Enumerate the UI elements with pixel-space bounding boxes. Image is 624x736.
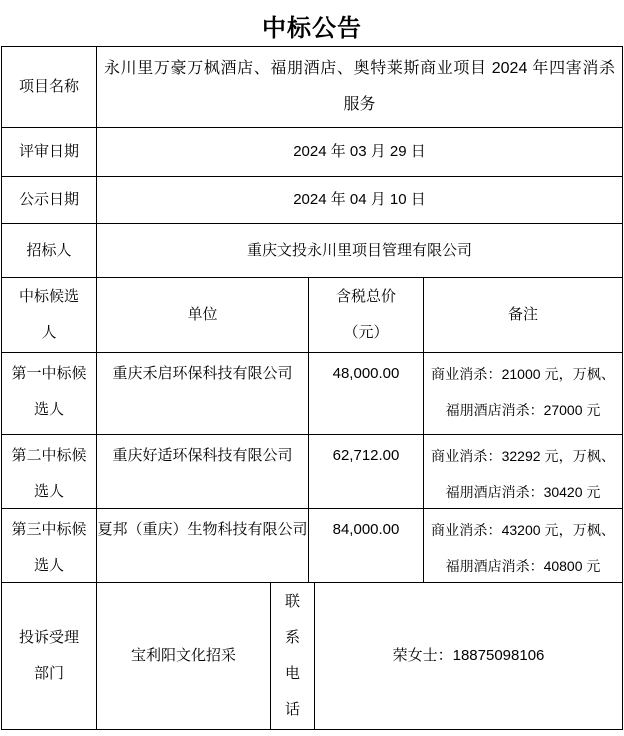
tenderer-value: 重庆文投永川里项目管理有限公司 xyxy=(246,241,472,259)
candidate-3-remark-line1: 商业消杀：43200 元，万枫、 xyxy=(431,522,615,538)
complaint-dept-label-line2: 部门 xyxy=(33,665,64,682)
contact-phone-label xyxy=(271,583,315,729)
contact-phone-label-char1: 联 xyxy=(284,593,300,610)
candidates-header-label xyxy=(2,278,97,352)
candidate-2-remark xyxy=(424,435,622,508)
candidate-3-remark-line2: 福朋酒店消杀：40800 元 xyxy=(445,558,601,574)
page-title: 中标公告 xyxy=(262,14,362,42)
project-name-line1: 永川里万豪万枫酒店、福朋酒店、奥特莱斯商业项目 2024 年四害消杀 xyxy=(104,60,615,77)
complaint-dept-value: 宝利阳文化招采 xyxy=(97,583,271,729)
candidate-3-rank-line1: 第三中标候 xyxy=(11,521,87,538)
candidate-1-rank-line1: 第一中标候 xyxy=(11,365,87,382)
row-review-date xyxy=(2,128,622,177)
candidate-3-remark xyxy=(424,509,622,582)
candidate-2-remark-line2: 福朋酒店消杀：30420 元 xyxy=(445,484,601,500)
candidate-1-price: 48,000.00 xyxy=(309,353,424,434)
candidates-header-label-line2: 人 xyxy=(41,324,57,341)
candidate-1-remark xyxy=(424,353,622,434)
candidate-3-company: 夏邦（重庆）生物科技有限公司 xyxy=(97,509,309,582)
candidate-2-remark-line1: 商业消杀：32292 元，万枫、 xyxy=(431,448,615,464)
announcement-table xyxy=(1,46,623,730)
row-candidates-header xyxy=(2,278,622,353)
project-name-line2: 服务 xyxy=(343,96,376,113)
candidate-3-rank-line2: 选人 xyxy=(33,557,64,574)
row-project-name xyxy=(2,47,622,128)
row-candidate-2 xyxy=(2,435,622,509)
candidate-2-company: 重庆好适环保科技有限公司 xyxy=(97,435,309,508)
row-complaint xyxy=(2,583,622,729)
row-candidate-1 xyxy=(2,353,622,435)
candidate-2-rank xyxy=(2,435,97,508)
complaint-dept-label xyxy=(2,583,97,729)
project-name-value xyxy=(97,47,622,127)
candidates-header-label-line1: 中标候选 xyxy=(18,288,79,305)
column-header-remark: 备注 xyxy=(507,306,538,323)
contact-phone-value: 荣女士：18875098106 xyxy=(392,647,545,664)
column-header-price xyxy=(309,278,424,352)
announce-date-label: 公示日期 xyxy=(2,177,97,223)
candidate-3-rank xyxy=(2,509,97,582)
contact-phone-label-char2: 系 xyxy=(284,629,300,646)
announce-date-value: 2024 年 04 月 10 日 xyxy=(293,191,426,208)
row-tenderer xyxy=(2,224,622,278)
complaint-dept-label-line1: 投诉受理 xyxy=(18,629,79,646)
column-header-price-line1: 含税总价 xyxy=(335,288,396,305)
project-name-label: 项目名称 xyxy=(2,47,97,127)
candidate-2-rank-line2: 选人 xyxy=(33,483,64,500)
contact-phone-label-char4: 话 xyxy=(284,701,300,718)
candidate-2-price: 62,712.00 xyxy=(309,435,424,508)
tenderer-label: 招标人 xyxy=(2,224,97,277)
column-header-unit: 单位 xyxy=(97,278,309,352)
candidate-1-rank-line2: 选人 xyxy=(33,401,64,418)
row-candidate-3 xyxy=(2,509,622,583)
row-announce-date xyxy=(2,177,622,224)
candidate-2-rank-line1: 第二中标候 xyxy=(11,447,87,464)
candidate-1-rank xyxy=(2,353,97,434)
contact-phone-label-char3: 电 xyxy=(284,665,300,682)
candidate-3-price: 84,000.00 xyxy=(309,509,424,582)
candidate-1-remark-line2: 福朋酒店消杀：27000 元 xyxy=(445,402,601,418)
column-header-price-line2: （元） xyxy=(343,324,389,341)
review-date-value: 2024 年 03 月 29 日 xyxy=(293,143,426,160)
review-date-label: 评审日期 xyxy=(2,128,97,176)
candidate-1-company: 重庆禾启环保科技有限公司 xyxy=(97,353,309,434)
candidate-1-remark-line1: 商业消杀：21000 元，万枫、 xyxy=(431,366,615,382)
